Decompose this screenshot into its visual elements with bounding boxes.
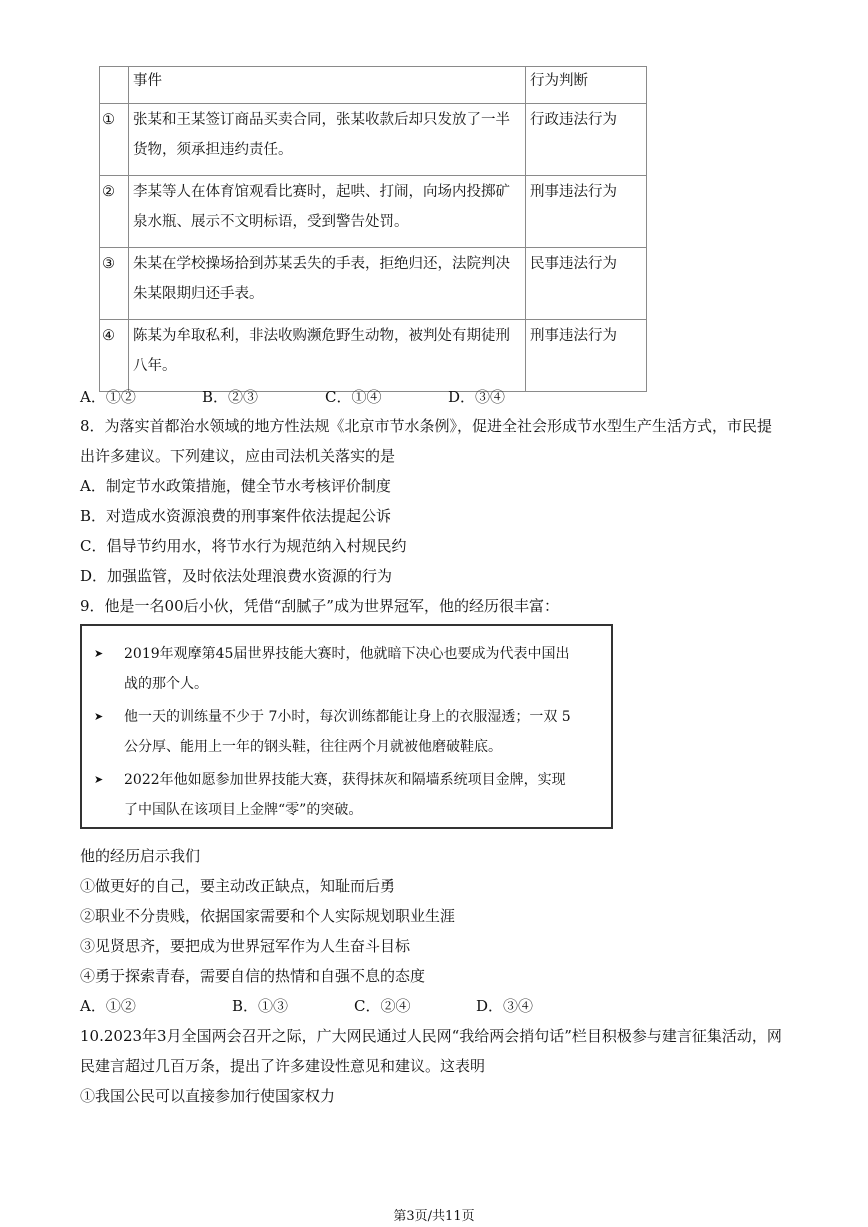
header-judgment-cell: 行为判断 <box>526 67 647 104</box>
table-row <box>100 248 647 320</box>
q8-stem-line2: 出许多建议。下列建议，应由司法机关落实的是 <box>80 447 396 465</box>
q9-option-a[interactable]: A．①② <box>80 997 136 1015</box>
event-judgment-table <box>99 66 647 392</box>
row-event: 张某和王某签订商品买卖合同，张某收款后却只发放了一半货物，须承担违约责任。 <box>129 104 526 176</box>
q7-option-b[interactable]: B．②③ <box>202 388 259 406</box>
material-item <box>94 702 601 762</box>
q10-statement-1: ①我国公民可以直接参加行使国家权力 <box>80 1087 336 1105</box>
q9-statement-1: ①做更好的自己，要主动改正缺点，知耻而后勇 <box>80 877 396 895</box>
material-line: 战的那个人。 <box>124 676 208 692</box>
arrow-bullet-icon: ➤ <box>94 647 104 660</box>
q9-option-b[interactable]: B．①③ <box>232 997 289 1015</box>
row-event: 朱某在学校操场拾到苏某丢失的手表，拒绝归还，法院判决朱某限期归还手表。 <box>129 248 526 320</box>
material-line: 公分厚、能用上一年的钢头鞋，往往两个月就被他磨破鞋底。 <box>124 739 502 755</box>
material-line: 他一天的训练量不少于 7小时，每次训练都能让身上的衣服湿透；一双 5 <box>124 709 571 725</box>
q7-options <box>80 386 505 407</box>
arrow-bullet-icon: ➤ <box>94 710 104 723</box>
q7-option-a[interactable]: A．①② <box>80 388 136 406</box>
material-item <box>94 639 601 699</box>
q8-option-a[interactable]: A．制定节水政策措施，健全节水考核评价制度 <box>80 477 391 495</box>
q8-option-c[interactable]: C．倡导节约用水，将节水行为规范纳入村规民约 <box>80 537 407 555</box>
q7-option-c[interactable]: C．①④ <box>325 388 382 406</box>
row-event: 李某等人在体育馆观看比赛时，起哄、打闹，向场内投掷矿泉水瓶、展示不文明标语，受到警告处罚。 <box>129 176 526 248</box>
material-line: 2019年观摩第45届世界技能大赛时，他就暗下决心也要成为代表中国出 <box>124 646 570 662</box>
arrow-bullet-icon: ➤ <box>94 773 104 786</box>
q8-option-d[interactable]: D．加强监管，及时依法处理浪费水资源的行为 <box>80 567 393 585</box>
material-item <box>94 765 601 825</box>
header-num-cell <box>100 67 129 104</box>
q7-option-d[interactable]: D．③④ <box>448 388 506 406</box>
q9-option-c[interactable]: C．②④ <box>354 997 411 1015</box>
q9-statement-3: ③见贤思齐，要把成为世界冠军作为人生奋斗目标 <box>80 937 411 955</box>
q9-options <box>80 995 533 1016</box>
row-judgment: 民事违法行为 <box>526 248 647 320</box>
row-num: ④ <box>100 320 129 392</box>
q10-stem-line1: 10.2023年3月全国两会召开之际，广大网民通过人民网“我给两会捎句话”栏目积极参与建言征集活动，网 <box>80 1027 782 1045</box>
q10-stem-line2: 民建言超过几百万条，提出了许多建设性意见和建议。这表明 <box>80 1057 486 1075</box>
q8-option-b[interactable]: B．对造成水资源浪费的刑事案件依法提起公诉 <box>80 507 392 525</box>
row-num: ① <box>100 104 129 176</box>
table-row <box>100 176 647 248</box>
row-num: ② <box>100 176 129 248</box>
q9-statement-2: ②职业不分贵贱，依据国家需要和个人实际规划职业生涯 <box>80 907 456 925</box>
table-row <box>100 320 647 392</box>
table-row <box>100 104 647 176</box>
q9-stem: 9．他是一名00后小伙，凭借“刮腻子”成为世界冠军，他的经历很丰富： <box>80 597 559 615</box>
q9-statement-4: ④勇于探索青春，需要自信的热情和自强不息的态度 <box>80 967 426 985</box>
row-judgment: 行政违法行为 <box>526 104 647 176</box>
q9-lead: 他的经历启示我们 <box>80 847 201 865</box>
material-line: 了中国队在该项目上金牌“零”的突破。 <box>124 802 363 818</box>
q9-material-box <box>80 624 613 829</box>
q9-option-d[interactable]: D．③④ <box>476 997 534 1015</box>
material-line: 2022年他如愿参加世界技能大赛，获得抹灰和隔墙系统项目金牌，实现 <box>124 772 566 788</box>
q8-stem-line1: 8．为落实首都治水领域的地方性法规《北京市节水条例》，促进全社会形成节水型生产生活方式，市民提 <box>80 417 773 435</box>
row-judgment: 刑事违法行为 <box>526 176 647 248</box>
row-num: ③ <box>100 248 129 320</box>
page-number: 第3页/共11页 <box>393 1209 475 1224</box>
row-event: 陈某为牟取私利，非法收购濒危野生动物，被判处有期徒刑八年。 <box>129 320 526 392</box>
header-event-cell: 事件 <box>129 67 526 104</box>
table-header-row <box>100 67 647 104</box>
row-judgment: 刑事违法行为 <box>526 320 647 392</box>
